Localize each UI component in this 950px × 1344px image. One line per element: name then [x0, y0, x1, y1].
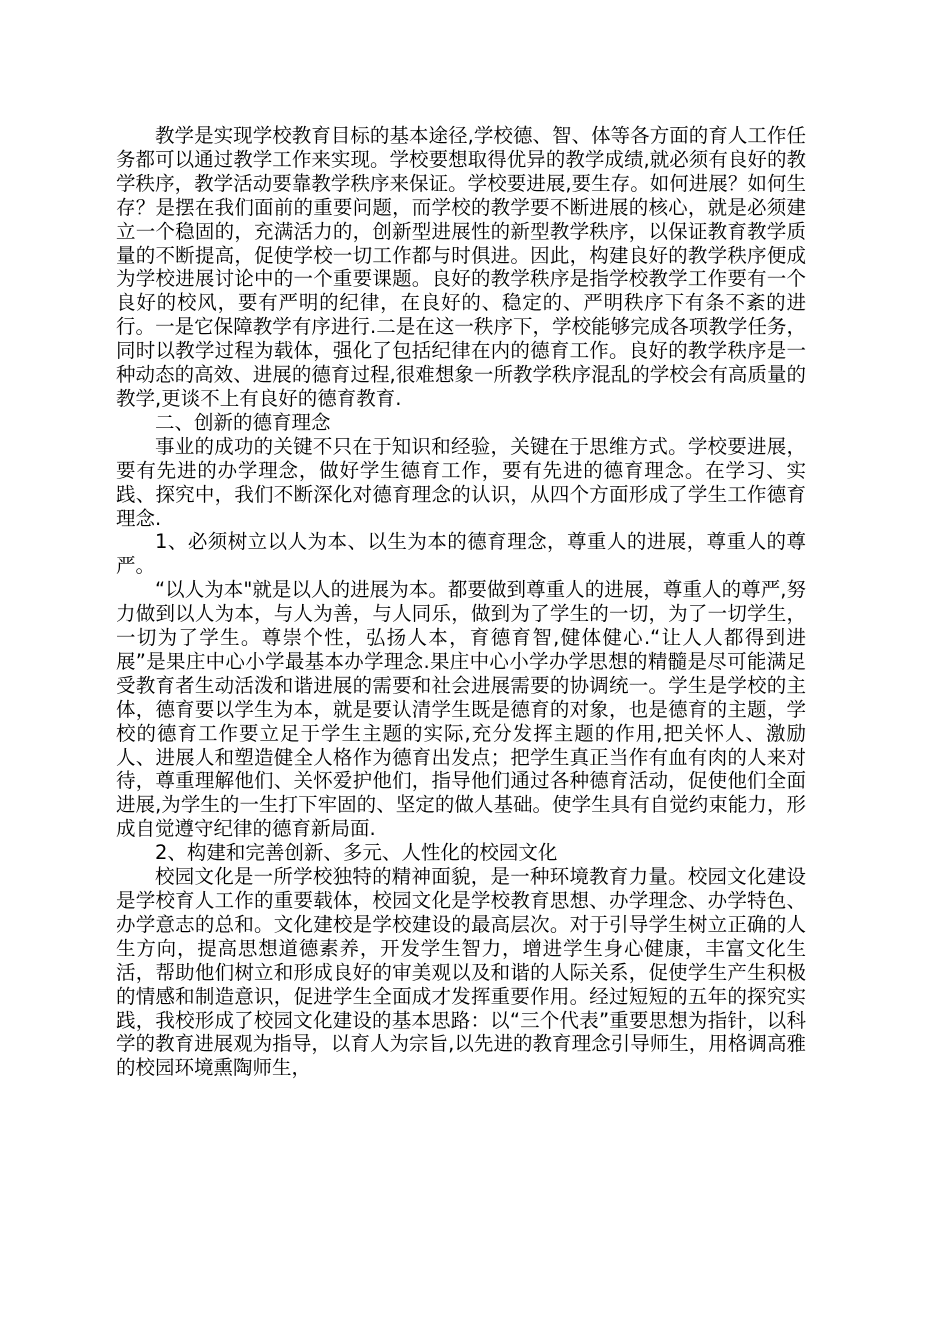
- section-heading-moral-education-concept: 二、创新的德育理念: [155, 410, 331, 434]
- subheading-campus-culture: 2、构建和完善创新、多元、人性化的校园文化: [155, 841, 558, 865]
- subheading-people-oriented: 1、必须树立以人为本、以生为本的德育理念，尊重人的进展，尊重人的尊严。: [116, 530, 806, 578]
- paragraph-success-key: 事业的成功的关键不只在于知识和经验，关键在于思维方式。学校要进展，要有先进的办学理念，做好学生德育工作，要有先进的德育理念。在学习、实践、探究中，我们不断深化对德育理念的认识，从四个方面形成了学生工作德育理念.: [116, 434, 806, 530]
- document-page: [116, 124, 806, 1080]
- paragraph-teaching-order: 教学是实现学校教育目标的基本途径,学校德、智、体等各方面的育人工作任务都可以通过教学工作来实现。学校要想取得优异的教学成绩,就必须有良好的教学秩序，教学活动要靠教学秩序来保证。学校要进展,要生存。如何进展？如何生存？是摆在我们面前的重要问题，而学校的教学要不断进展的核心，就是必须建立一个稳固的，充满活力的，创新型进展性的新型教学秩序，以保证教育教学质量的不断提高，促使学校一切工作都与时俱进。因此，构建良好的教学秩序便成为学校进展讨论中的一个重要课题。良好的教学秩序是指学校教学工作要有一个良好的校风，要有严明的纪律，在良好的、稳定的、严明秩序下有条不紊的进行。一是它保障教学有序进行.二是在这一秩序下，学校能够完成各项教学任务，同时以教学过程为载体，强化了包括纪律在内的德育工作。良好的教学秩序是一种动态的高效、进展的德育过程,很难想象一所教学秩序混乱的学校会有高质量的教学,更谈不上有良好的德育教育.: [116, 124, 806, 410]
- paragraph-people-oriented: “以人为本"就是以人的进展为本。都要做到尊重人的进展，尊重人的尊严,努力做到以人为本，与人为善，与人同乐，做到为了学生的一切，为了一切学生，一切为了学生。尊崇个性，弘扬人本，育德育智,健体健心.“让人人都得到进展”是果庄中心小学最基本办学理念.果庄中心小学办学思想的精髓是尽可能满足受教育者生动活泼和谐进展的需要和社会进展需要的协调统一。学生是学校的主体，德育要以学生为本，就是要认清学生既是德育的对象，也是德育的主题，学校的德育工作要立足于学生主题的实际,充分发挥主题的作用,把关怀人、激励人、进展人和塑造健全人格作为德育出发点；把学生真正当作有血有肉的人来对待，尊重理解他们、关怀爱护他们，指导他们通过各种德育活动，促使他们全面进展,为学生的一生打下牢固的、坚定的做人基础。使学生具有自觉约束能力，形成自觉遵守纪律的德育新局面.: [116, 578, 806, 841]
- paragraph-campus-culture: 校园文化是一所学校独特的精神面貌，是一种环境教育力量。校园文化建设是学校育人工作的重要载体，校园文化是学校教育思想、办学理念、办学特色、办学意志的总和。文化建校是学校建设的最高层次。对于引导学生树立正确的人生方向，提高思想道德素养，开发学生智力，增进学生身心健康，丰富文化生活，帮助他们树立和形成良好的审美观以及和谐的人际关系，促使学生产生积极的情感和制造意识，促进学生全面成才发挥重要作用。经过短短的五年的探究实践，我校形成了校园文化建设的基本思路：以“三个代表”重要思想为指针，以科学的教育进展观为指导，以育人为宗旨,以先进的教育理念引导师生，用格调高雅的校园环境熏陶师生，: [116, 865, 806, 1080]
